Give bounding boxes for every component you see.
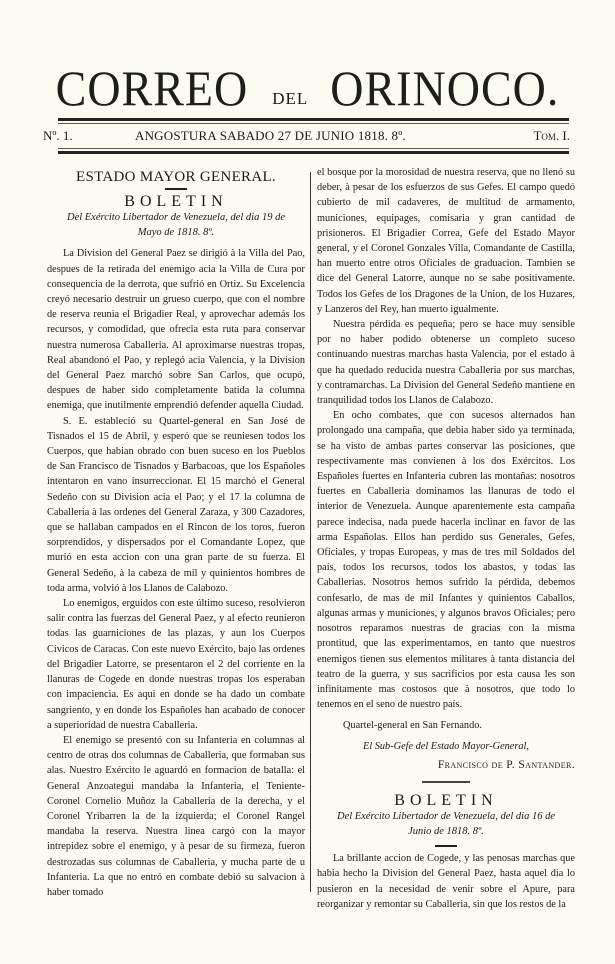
bulletin-subheading-line1: Del Exército Libertador de Venezuela, del dia 19 de bbox=[66, 212, 286, 224]
bulletin-heading: BOLETIN bbox=[394, 791, 498, 809]
dateline-place: Quartel-general en San Fernando. bbox=[343, 720, 482, 732]
article-paragraph: S. E. estableció su Quartel-general en San José de Tisnados el 15 de Abril, y esperó que se reuniesen todos los Cuerpos, que habian obrado con buen suceso en los Pueblos de San Francisco de Tisnados y Barbacoas, que los Españoles intentaron en vano insurreccionar. El 15 marchó el General Sedeño con su Division acia el Pao; y el 17 la columna de Caballeria à las ordenes del General Zaraza, y 300 Cazadores, que se hallaban campados en el Rincon de los toros, fueron sorprendidos, y dispersados por el Comandante Lopez, que murió en esta accion con una gran parte de su fuerza. El General Sedeño, à la cabeza de mil y quinientos hombres de toda arma, volvió à los Llanos de Calabozo. bbox=[47, 415, 305, 594]
title-dash bbox=[165, 188, 187, 190]
issue-number: Nº. 1. bbox=[43, 128, 73, 143]
signature-name: Francisco de P. Santander. bbox=[437, 758, 575, 771]
column-divider bbox=[310, 172, 311, 892]
volume-number: Tom. I. bbox=[533, 128, 570, 143]
article-paragraph: El enemigo se presentó con su Infanteria en columnas al centro de otras dos columnas de Caballeria, que formaban sus alas. Nuestro Exército le aguardó en formacion de batalla: el General Anzoategui mandaba la Infanteria, el Teniente-Coronel Cornelio Muñoz la Caballeria de la derecha, y el Coronel Yribarren la de la izquierda; el Coronel Rangel mandaba la reserva. Nuestra linea cargó con la mayor intrepidez sobre el enemigo, y à pesar de su firmeza, fueron destrozadas sus columnas de Caballeria, y mucha parte de u Infanteria. La que no entró en combate debió su salvacion à haber tomado bbox=[47, 734, 305, 898]
masthead-title-del: DEL bbox=[272, 89, 309, 108]
dateline bbox=[40, 128, 570, 146]
bulletin-subheading bbox=[317, 809, 575, 839]
subheading-dash bbox=[435, 845, 457, 847]
masthead-title-orinoco: ORINOCO. bbox=[330, 60, 560, 117]
bulletin-subheading bbox=[47, 210, 305, 240]
masthead bbox=[0, 62, 615, 115]
article-paragraph: Lo enemigos, erguidos con este último suceso, resolvieron salir contra las fuerzas del General Paez, y al efecto reunieron todas las guarniciones de las plazas, y aun los Cuerpos Civicos de Caracas. Con este nuevo Exército, bajo las ordenes del Brigadier Latorre, se presentaron el 2 del corriente en la llanuras de Cogede en donde nuestras tropas los esperaban con impaciencia. Es aqui en donde se ha dado un combate sangriento, y en donde los Españoles han acabado de conocer a superioridad de nuestra Caballeria. bbox=[47, 598, 305, 731]
bulletin-subheading-line2: Junio de 1818. 8º. bbox=[408, 826, 484, 838]
masthead-rule-top bbox=[58, 118, 569, 121]
issue-date: ANGOSTURA SABADO 27 DE JUNIO 1818. 8º. bbox=[135, 128, 406, 143]
bulletin-subheading-line2: Mayo de 1818. 8º. bbox=[137, 227, 215, 239]
masthead-title-correo: CORREO bbox=[55, 60, 249, 117]
section-separator bbox=[422, 781, 470, 783]
article-paragraph: La brillante accion de Cogede, y las penosas marchas que habia hecho la Division del General Paez, hasta aquel dia lo pusieron en la necesidad de venir sobre el Apure, para reorganizar y remontar su Caballeria, sin que los restos de la bbox=[317, 853, 575, 910]
section-title: ESTADO MAYOR GENERAL. bbox=[76, 169, 276, 185]
article-paragraph: En ocho combates, que con sucesos alternados han prolongado una campaña, que debia haber sido ya terminada, se ha visto de ambas partes conservar las posiciones, que respectivamente mas convienen à los dos Exércitos. Los Españoles fuertes en Infanteria cubren las montañas: nosotros fuertes en Caballeria dominamos las llanuras de todo el interior de Venezuela. Aunque aparentemente esta campaña parece indecisa, nada puede hacerla inclinar en favor de las arma Españolas. Ellos han perdido sus Generales, Gefes, Oficiales, y tropas Europeas, y mas de tres mil Soldados del país, todos los recursos, todos los abastos, y todas las Caballerias. Nosotros hemos sufrido la pérdida, debemos confesarlo, de mas de mil Infantes y quinientos Caballos, algunas armas y municiones, y algunos bravos Oficiales; pero nosotros reparamos nuestras de gracias con la misma prontitud, que las experimentamos, en tanto que nuestros enemigos tienen sus elementos militares à tanta distancia del teatro de la guerra, y sus sacrificios por esta causa les son infinitamente mas costosos que à nosotros, que todo lo tenemos en el seno de nuestro país. bbox=[317, 410, 575, 711]
dateline-rule-bottom bbox=[58, 151, 569, 154]
left-column bbox=[47, 165, 305, 900]
bulletin-heading: BOLETIN bbox=[124, 193, 228, 211]
article-paragraph: Nuestra pérdida es pequeña; pero se hace muy sensible por no haber podido obtenerse un completo suceso continuando nuestras marchas hasta Valencia, por el estado à que ha quedado reducida nuestra Caballeria por sus marchas, y contramarchas. La Division del General Sedeño mantiene en tranquilidad todos los Llanos de Calabozo. bbox=[317, 319, 575, 407]
masthead-rule-top-thin bbox=[58, 123, 569, 124]
article-paragraph: La Division del General Paez se dirigió à la Villa del Pao, despues de la retirada del enemigo acia la Villa de Cura por consequencia de la derrota, que sufrió en Ortiz. Su Excelencia creyó necesario destruir un grueso cuerpo, que con el nombre de reserva reunia el Brigadier Real, y aprovechar además los recursos, y comodidad, que ofrecia esta ruta para conservar nuestra numerosa Caballeria. Al aproximarse nuestras tropas, Real abandonó el Pao, y replegó acia Valencia, y la Division del General Paez marchó sobre San Carlos, que ocupó, despues de haber sido completamente batida la columna enemiga, que inutilmente emprendió defender aquella Ciudad. bbox=[47, 248, 305, 412]
article-paragraph: el bosque por la morosidad de nuestra reserva, que no llenó su deber, à pesar de los esfuerzos de sus Gefes. El campo quedó cubierto de mil cadaveres, de multitud de armamento, municiones, equipages, comisaria y gran cantidad de prisioneros. El Brigadier Correa, Gefe del Estado Mayor general, y el Coronel Gonzales Villa, Comandante de Castilla, han muerto entre otros Oficiales de graduacion. Tambien se dice del General Latorre, aunque no se sabe positivamente. Todos los Gefes de los Dragones de la Union, de los Huzares, y Lanzeros del Rey, han muerto igualmente. bbox=[317, 167, 575, 315]
signature-title: El Sub-Gefe del Estado Mayor-General, bbox=[363, 740, 529, 752]
right-column bbox=[317, 165, 575, 912]
bulletin-subheading-line1: Del Exército Libertador de Venezuela, del dia 16 de bbox=[336, 811, 556, 823]
dateline-rule-thin bbox=[58, 148, 569, 149]
